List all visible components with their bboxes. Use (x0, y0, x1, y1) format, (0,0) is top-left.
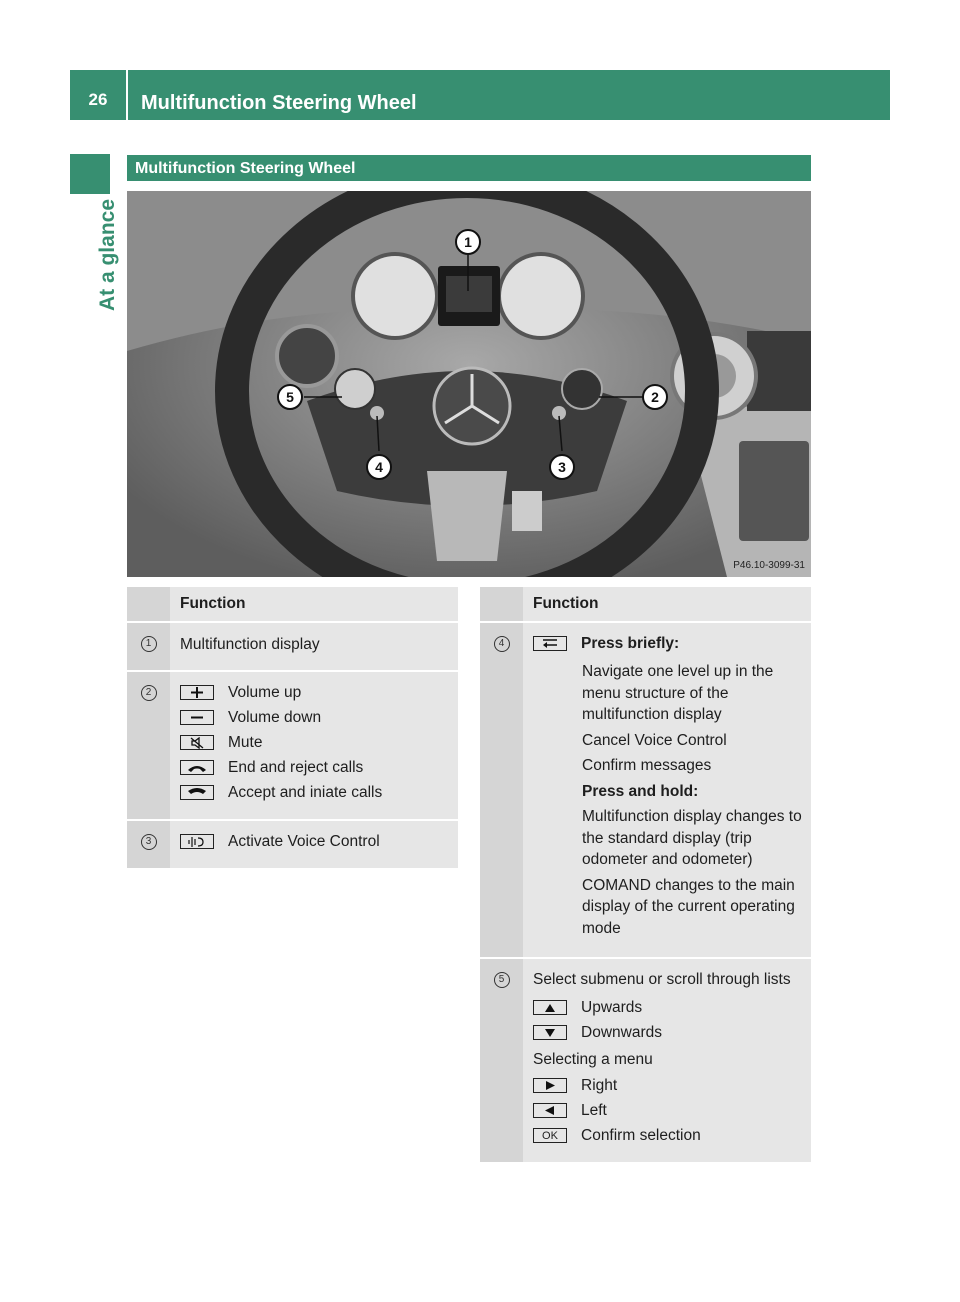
photo-code: P46.10-3099-31 (733, 560, 805, 571)
ok-key-icon: OK (533, 1128, 567, 1143)
item-text: COMAND changes to the main display of the current operating mode (582, 876, 795, 937)
list-item (180, 705, 452, 730)
down-key-icon (533, 1025, 567, 1040)
item-text: Volume up (228, 683, 302, 701)
item-number: 4 (494, 636, 510, 652)
side-tab-marker (70, 154, 110, 194)
table-row (127, 671, 458, 820)
list-item (533, 1020, 805, 1045)
item-text: Right (581, 1076, 618, 1094)
item-number: 1 (141, 636, 157, 652)
table-row (127, 622, 458, 671)
item-text: Confirm selection (581, 1126, 701, 1144)
item-text: Cancel Voice Control (582, 731, 727, 749)
callout-2: 2 (651, 389, 659, 405)
item-text: Navigate one level up in the menu structure of the multifunction display (582, 663, 774, 723)
list-item (180, 755, 452, 780)
item-text: Select submenu or scroll through lists (533, 971, 791, 988)
table-row (127, 820, 458, 868)
item-text: Multifunction display (180, 636, 320, 653)
table-row (480, 622, 811, 958)
page-header (70, 70, 890, 120)
item-text: End and reject calls (228, 758, 364, 776)
right-function-table (480, 587, 811, 1162)
list-item (180, 680, 452, 705)
item-text: Volume down (228, 708, 322, 726)
table-header-number (480, 587, 523, 622)
list-item (533, 1123, 805, 1148)
table-row (480, 958, 811, 1162)
callout-4: 4 (375, 459, 383, 475)
side-tab-label: At a glance (96, 198, 119, 312)
callout-3: 3 (558, 459, 566, 475)
list-item (533, 1073, 805, 1098)
item-text: Left (581, 1101, 607, 1119)
item-text: Confirm messages (582, 757, 712, 774)
accept-call-key-icon (180, 785, 214, 800)
item-text: Activate Voice Control (228, 832, 380, 850)
list-item (180, 829, 452, 854)
steering-wheel-photo (127, 191, 811, 577)
callout-5: 5 (286, 389, 294, 405)
page-title: Multifunction Steering Wheel (141, 92, 417, 114)
minus-key-icon (180, 710, 214, 725)
plus-key-icon (180, 685, 214, 700)
press-hold-heading: Press and hold: (582, 782, 699, 800)
list-item (180, 780, 452, 805)
table-header-function: Function (170, 587, 458, 622)
item-text: Multifunction display changes to the standard display (trip odometer and odometer) (582, 808, 802, 868)
up-key-icon (533, 1000, 567, 1015)
page-number: 26 (88, 90, 108, 109)
list-item (533, 631, 807, 656)
left-function-table (127, 587, 458, 868)
voice-control-key-icon (180, 834, 214, 849)
item-number: 3 (141, 834, 157, 850)
header-divider (126, 70, 128, 120)
list-item (180, 730, 452, 755)
item-text: Selecting a menu (533, 1051, 653, 1068)
list-item (533, 1098, 805, 1123)
item-text: Mute (228, 733, 263, 751)
end-call-key-icon (180, 760, 214, 775)
right-key-icon (533, 1078, 567, 1093)
back-key-icon (533, 636, 567, 651)
item-text: Downwards (581, 1023, 662, 1041)
item-text: Accept and iniate calls (228, 783, 383, 801)
table-header-number (127, 587, 170, 622)
item-number: 5 (494, 972, 510, 988)
section-title: Multifunction Steering Wheel (127, 155, 811, 181)
list-item (533, 995, 805, 1020)
callout-1: 1 (464, 234, 472, 250)
item-text: Upwards (581, 998, 643, 1016)
left-key-icon (533, 1103, 567, 1118)
item-number: 2 (141, 685, 157, 701)
press-briefly-heading: Press briefly: (581, 634, 680, 652)
table-header-function: Function (523, 587, 811, 622)
mute-key-icon (180, 735, 214, 750)
